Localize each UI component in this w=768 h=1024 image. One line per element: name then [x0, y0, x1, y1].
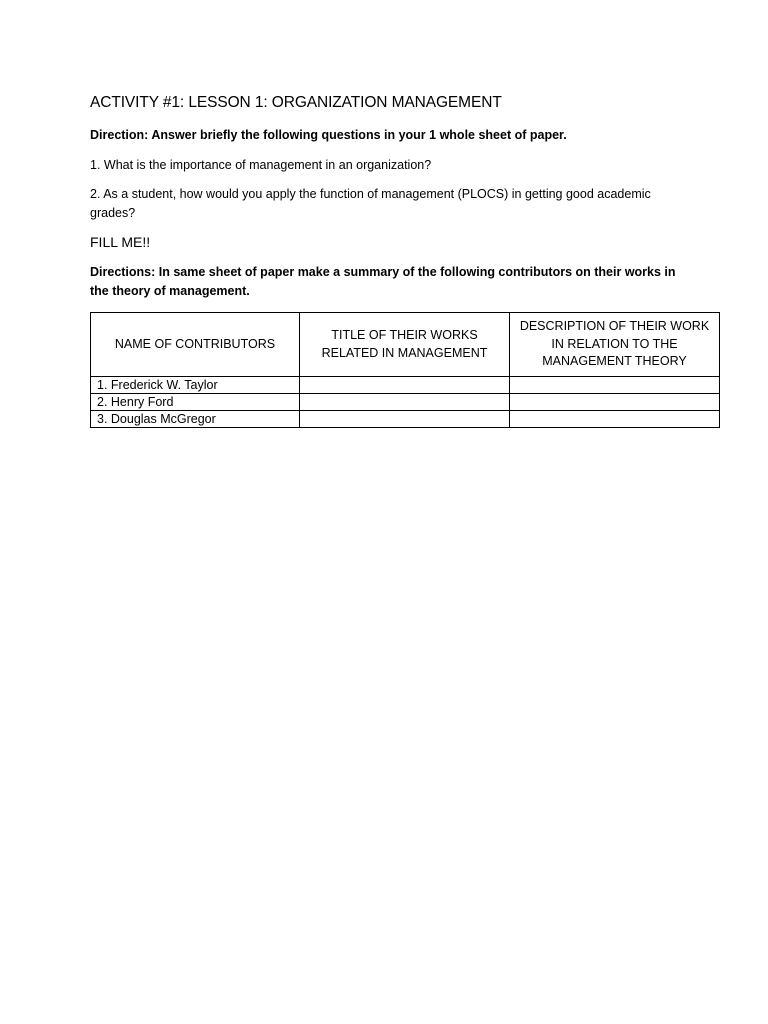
title-cell[interactable]: [300, 411, 510, 428]
description-cell[interactable]: [510, 377, 720, 394]
direction-text: Direction: Answer briefly the following questions in your 1 whole sheet of paper.: [90, 128, 567, 142]
question-1: 1. What is the importance of management in an organization?: [90, 158, 432, 172]
title-cell[interactable]: [300, 394, 510, 411]
table-header-row: [91, 313, 720, 377]
directions-text: Directions: In same sheet of paper make a summary of the following contributors on their works in the theory of management.: [90, 265, 676, 298]
title-cell[interactable]: [300, 377, 510, 394]
header-title-of-works: TITLE OF THEIR WORKS RELATED IN MANAGEMENT: [300, 313, 510, 377]
contributors-table: [90, 312, 720, 428]
fill-me-heading: FILL ME!!: [90, 234, 151, 250]
header-contributors: NAME OF CONTRIBUTORS: [91, 313, 300, 377]
page-title: ACTIVITY #1: LESSON 1: ORGANIZATION MANAGEMENT: [90, 94, 502, 111]
description-cell[interactable]: [510, 394, 720, 411]
table-row: [91, 394, 720, 411]
question-2: 2. As a student, how would you apply the function of management (PLOCS) in getting good academic grades?: [90, 187, 651, 220]
contributor-name: 2. Henry Ford: [91, 394, 300, 411]
table-row: [91, 377, 720, 394]
table-row: [91, 411, 720, 428]
header-description: DESCRIPTION OF THEIR WORK IN RELATION TO THE MANAGEMENT THEORY: [510, 313, 720, 377]
contributor-name: 3. Douglas McGregor: [91, 411, 300, 428]
contributor-name: 1. Frederick W. Taylor: [91, 377, 300, 394]
description-cell[interactable]: [510, 411, 720, 428]
